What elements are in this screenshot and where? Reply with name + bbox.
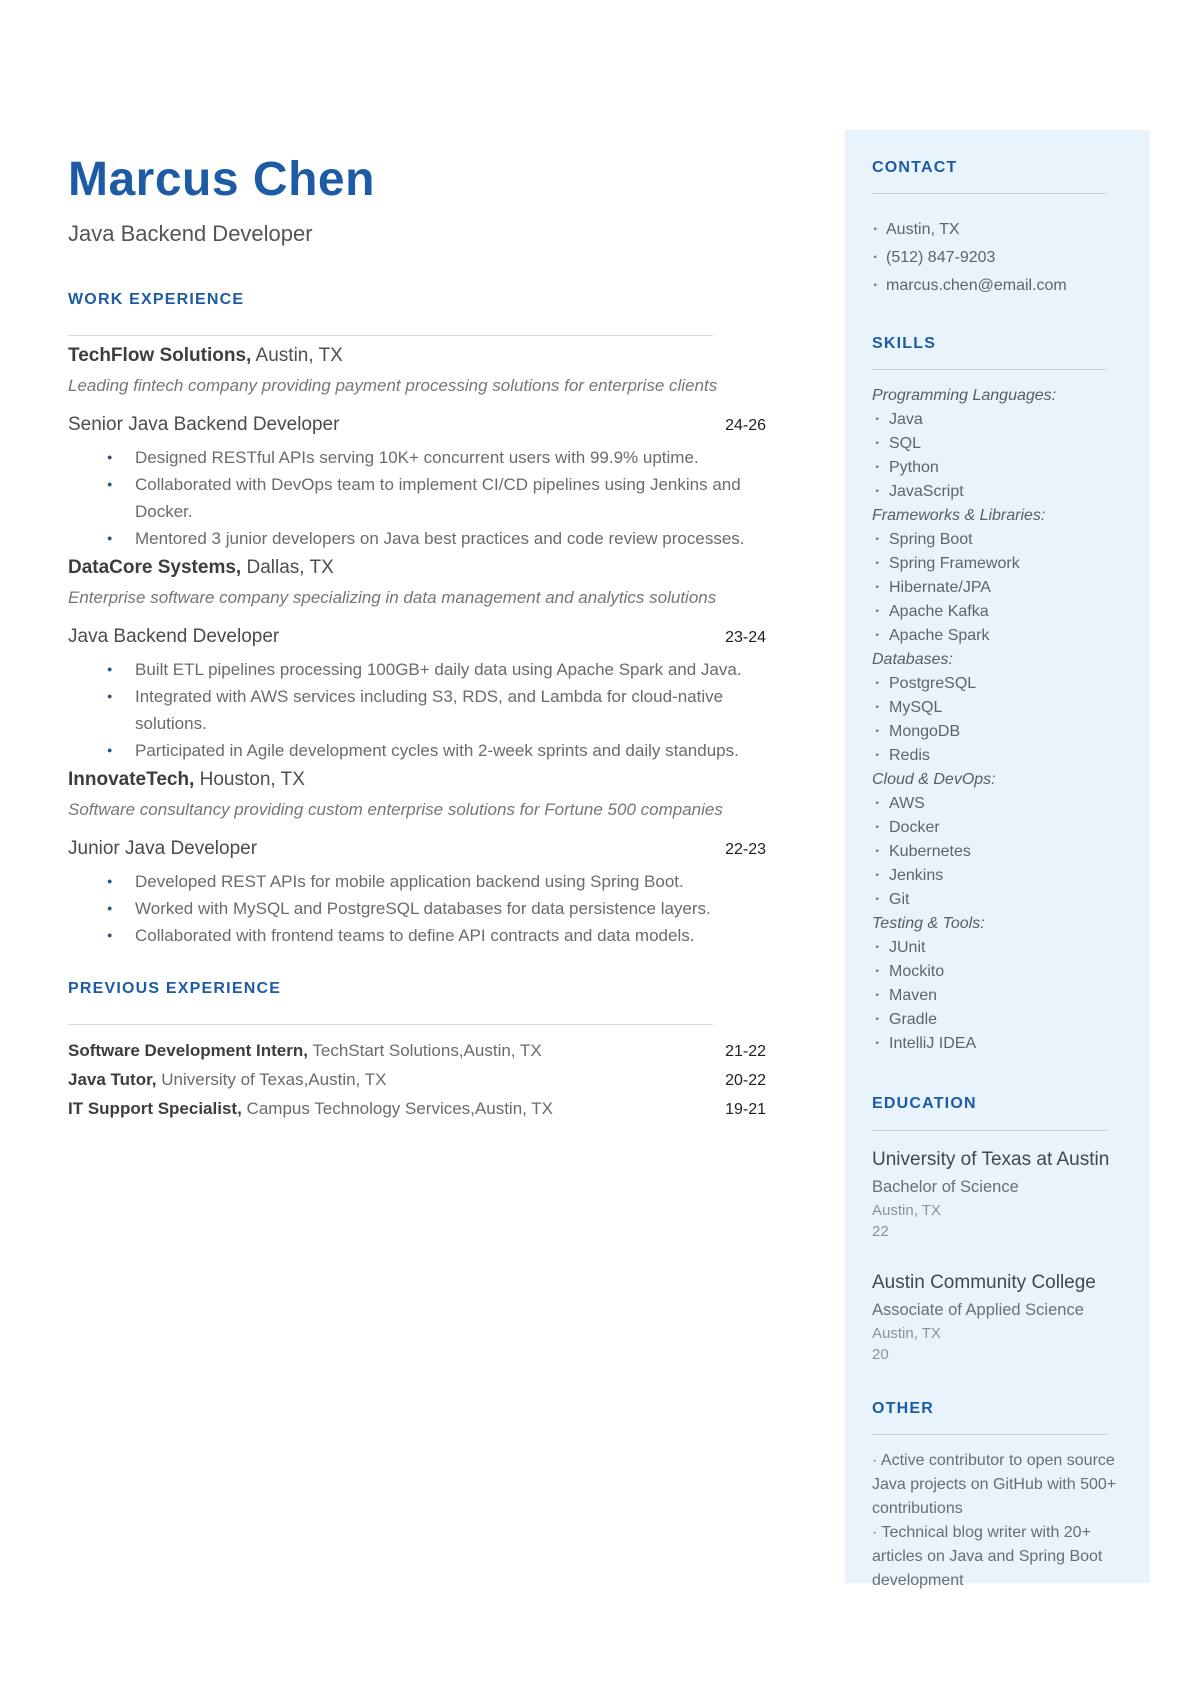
role-header	[68, 414, 766, 437]
role-title: Junior Java Developer	[68, 837, 258, 859]
skill-item: · IntelliJ IDEA	[872, 1032, 1122, 1056]
previous-experience-list	[68, 1037, 766, 1124]
company-name: InnovateTech,	[68, 768, 195, 790]
company-location: Houston, TX	[199, 768, 305, 790]
education-school: University of Texas at Austin	[872, 1148, 1110, 1170]
education-entry	[872, 1270, 1122, 1365]
company-block	[68, 556, 766, 764]
company-header	[68, 768, 766, 792]
other-section	[872, 1399, 1122, 1593]
education-section	[872, 1094, 1122, 1364]
bullet-item: ● Mentored 3 junior developers on Java best practices and code review processes.	[105, 525, 766, 552]
role-bullets	[68, 868, 766, 949]
skill-item: · Docker	[872, 816, 1122, 840]
skills-heading: SKILLS	[872, 335, 937, 353]
previous-role-org: TechStart Solutions,Austin, TX	[312, 1040, 542, 1060]
skill-category: Databases:	[872, 651, 953, 669]
role-dates: 22-23	[725, 840, 766, 858]
skill-item: · Maven	[872, 984, 1122, 1008]
skill-item: · Apache Spark	[872, 624, 1122, 648]
skill-item: · MongoDB	[872, 720, 1122, 744]
sidebar-divider	[872, 1130, 1107, 1131]
previous-role-dates: 19-21	[725, 1100, 766, 1118]
role-bullets	[68, 656, 766, 764]
job-title-subtitle: Java Backend Developer	[68, 221, 313, 247]
section-divider	[68, 1024, 713, 1025]
previous-experience-row	[68, 1037, 766, 1066]
contact-section	[872, 158, 1122, 300]
company-description: Software consultancy providing custom enterprise solutions for Fortune 500 companies	[68, 799, 723, 819]
contact-list	[872, 216, 1122, 300]
bullet-item: ● Participated in Agile development cycles with 2-week sprints and daily standups.	[105, 737, 766, 764]
skill-item: · JUnit	[872, 936, 1122, 960]
education-year: 22	[872, 1222, 889, 1240]
skill-item: · Git	[872, 888, 1122, 912]
company-location: Austin, TX	[255, 344, 343, 366]
previous-experience-row	[68, 1095, 766, 1124]
education-location: Austin, TX	[872, 1324, 941, 1342]
skill-item: · AWS	[872, 792, 1122, 816]
work-experience-heading: WORK EXPERIENCE	[68, 290, 245, 308]
bullet-item: ● Collaborated with frontend teams to define API contracts and data models.	[105, 922, 766, 949]
sidebar-divider	[872, 1434, 1107, 1435]
company-name: TechFlow Solutions,	[68, 344, 252, 366]
company-location: Dallas, TX	[246, 556, 334, 578]
skill-category: Programming Languages:	[872, 387, 1057, 405]
skill-item: · Redis	[872, 744, 1122, 768]
skill-item: · Apache Kafka	[872, 600, 1122, 624]
skill-item: · Mockito	[872, 960, 1122, 984]
skill-item: · SQL	[872, 432, 1122, 456]
company-description: Enterprise software company specializing in data management and analytics solutions	[68, 587, 717, 607]
skill-item: · Spring Boot	[872, 528, 1122, 552]
company-name: DataCore Systems,	[68, 556, 242, 578]
bullet-item: ● Worked with MySQL and PostgreSQL databases for data persistence layers.	[105, 895, 766, 922]
previous-role-line	[68, 1095, 725, 1123]
bullet-item: ● Integrated with AWS services including S3, RDS, and Lambda for cloud-native solutions.	[105, 683, 766, 737]
bullet-item: ● Developed REST APIs for mobile application backend using Spring Boot.	[105, 868, 766, 895]
bullet-item: ● Collaborated with DevOps team to implement CI/CD pipelines using Jenkins and Docker.	[105, 471, 766, 525]
previous-role-org: University of Texas,Austin, TX	[161, 1069, 387, 1089]
skill-item: · Gradle	[872, 1008, 1122, 1032]
skill-item: · Python	[872, 456, 1122, 480]
education-entry	[872, 1147, 1122, 1242]
skill-item: · JavaScript	[872, 480, 1122, 504]
previous-experience-heading: PREVIOUS EXPERIENCE	[68, 979, 282, 997]
skill-item: · Hibernate/JPA	[872, 576, 1122, 600]
previous-role-dates: 20-22	[725, 1071, 766, 1089]
previous-role-dates: 21-22	[725, 1042, 766, 1060]
other-item: · Active contributor to open source Java projects on GitHub with 500+ contributions	[872, 1449, 1122, 1521]
sidebar	[845, 130, 1150, 1589]
role-dates: 24-26	[725, 416, 766, 434]
bullet-item: ● Designed RESTful APIs serving 10K+ concurrent users with 99.9% uptime.	[105, 444, 766, 471]
education-heading: EDUCATION	[872, 1095, 977, 1113]
contact-item-phone: · (512) 847-9203	[872, 244, 1122, 272]
other-item: · Technical blog writer with 20+ articles on Java and Spring Boot development	[872, 1521, 1122, 1593]
sidebar-divider	[872, 193, 1107, 194]
skills-section	[872, 334, 1122, 1056]
contact-item-email: · marcus.chen@email.com	[872, 272, 1122, 300]
other-heading: OTHER	[872, 1399, 934, 1417]
education-degree: Bachelor of Science	[872, 1177, 1019, 1196]
role-bullets	[68, 444, 766, 552]
skill-category: Cloud & DevOps:	[872, 771, 996, 789]
skills-list	[872, 384, 1122, 1056]
company-description: Leading fintech company providing payment processing solutions for enterprise clients	[68, 375, 718, 395]
previous-role-line	[68, 1066, 725, 1094]
skill-item: · Spring Framework	[872, 552, 1122, 576]
company-header	[68, 344, 766, 368]
skill-item: · Jenkins	[872, 864, 1122, 888]
education-year: 20	[872, 1345, 889, 1363]
company-block	[68, 344, 766, 552]
role-title: Java Backend Developer	[68, 625, 280, 647]
previous-role-title: Software Development Intern,	[68, 1040, 308, 1060]
main-column	[68, 0, 766, 1124]
role-title: Senior Java Backend Developer	[68, 413, 340, 435]
other-list	[872, 1449, 1122, 1593]
education-location: Austin, TX	[872, 1201, 941, 1219]
page-title: Marcus Chen	[68, 153, 375, 206]
previous-role-line	[68, 1037, 725, 1065]
previous-role-title: Java Tutor,	[68, 1069, 157, 1089]
skill-category: Frameworks & Libraries:	[872, 507, 1046, 525]
company-header	[68, 556, 766, 580]
contact-heading: CONTACT	[872, 159, 958, 176]
education-degree: Associate of Applied Science	[872, 1300, 1084, 1319]
skill-item: · Kubernetes	[872, 840, 1122, 864]
company-block	[68, 768, 766, 949]
skill-item: · PostgreSQL	[872, 672, 1122, 696]
previous-experience-row	[68, 1066, 766, 1095]
previous-role-title: IT Support Specialist,	[68, 1098, 242, 1118]
skill-item: · Java	[872, 408, 1122, 432]
role-dates: 23-24	[725, 628, 766, 646]
role-header	[68, 626, 766, 649]
education-list	[872, 1147, 1122, 1365]
bullet-item: ● Built ETL pipelines processing 100GB+ daily data using Apache Spark and Java.	[105, 656, 766, 683]
previous-role-org: Campus Technology Services,Austin, TX	[246, 1098, 554, 1118]
education-school: Austin Community College	[872, 1271, 1096, 1293]
section-divider	[68, 335, 713, 336]
contact-item-location: · Austin, TX	[872, 216, 1122, 244]
skill-item: · MySQL	[872, 696, 1122, 720]
role-header	[68, 838, 766, 861]
skill-category: Testing & Tools:	[872, 915, 985, 933]
sidebar-divider	[872, 369, 1107, 370]
